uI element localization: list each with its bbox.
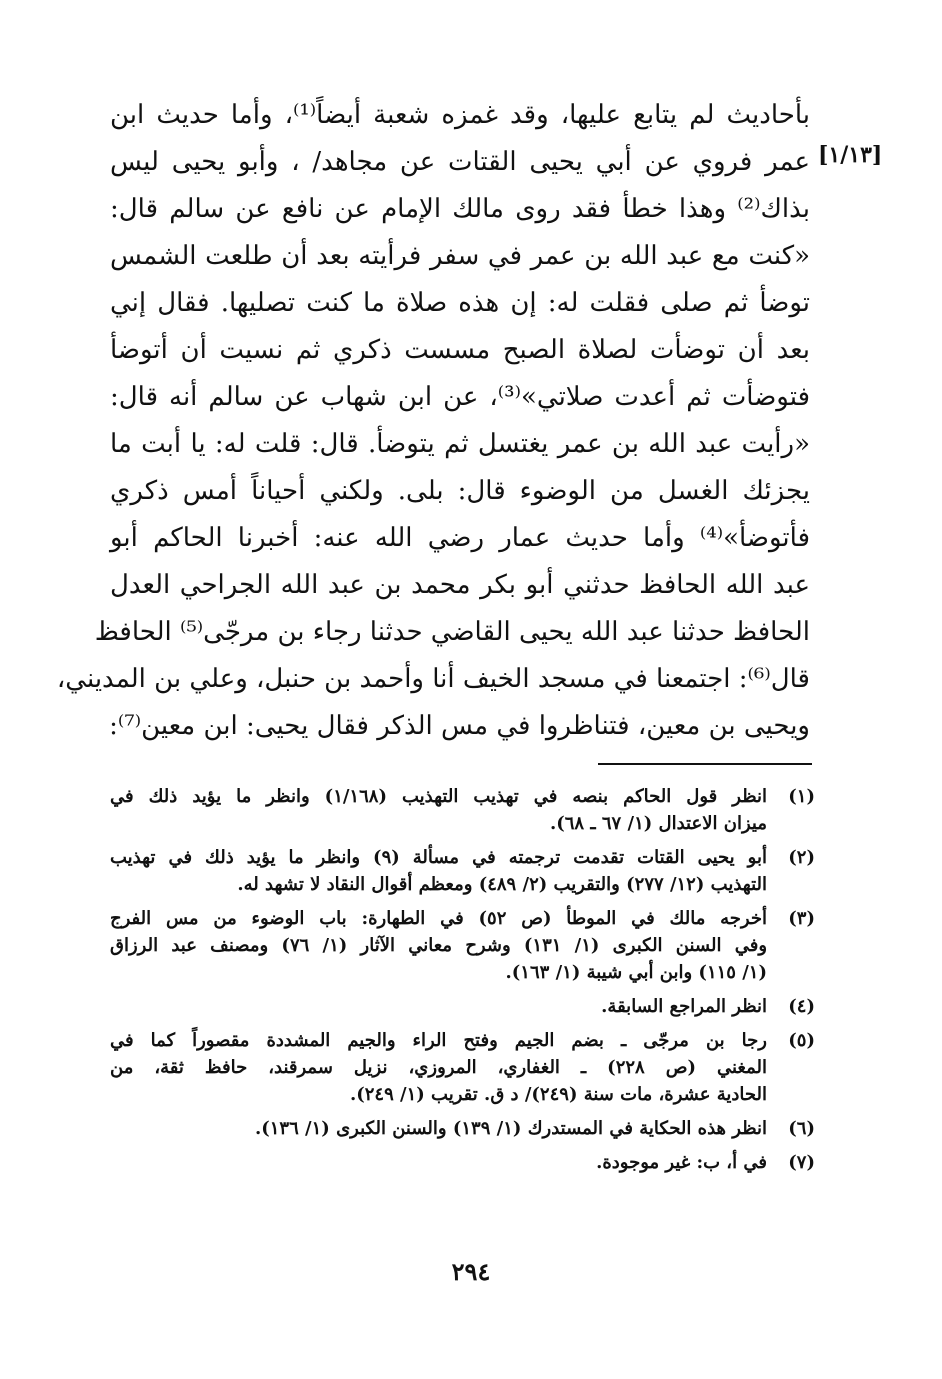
footnote-4 [110, 993, 815, 1020]
body-line: يجزئك الغسل من الوضوء قال: بلى. ولكني أحياناً أمس ذكري [110, 476, 810, 506]
body-line: بأحاديث لم يتابع عليها، وقد غمزه شعبة أيضاً⁽¹⁾، وأما حديث ابن [110, 100, 811, 130]
footnote-number: (٢) [788, 847, 815, 868]
body-line: «كنت مع عبد الله بن عمر في سفر فرأيته بعد أن طلعت الشمس [110, 241, 810, 271]
footnote-line: التهذيب (١٢/ ٢٧٧) والتقريب (٢/ ٤٨٩) ومعظم أقوال النقاد لا تشهد له. [237, 874, 767, 895]
folio-margin-note: [١/١٣] [818, 142, 883, 168]
body-line: توضأ ثم صلى فقلت له: إن هذه صلاة ما كنت تصليها. فقال إني [110, 288, 810, 318]
body-line: قال⁽⁶⁾: اجتمعنا في مسجد الخيف أنا وأحمد بن حنبل، وعلي بن المديني، [56, 664, 810, 694]
footnote-6 [110, 1115, 815, 1142]
footnote-line: ميزان الاعتدال (١/ ٦٧ ـ ٦٨). [549, 813, 767, 834]
footnote-5 [110, 1027, 815, 1108]
body-line: بعد أن توضأت لصلاة الصبح مسست ذكري ثم نسيت أن أتوضأ [110, 335, 810, 365]
footnote-number: (٥) [788, 1030, 815, 1051]
footnote-line: المغني (ص ٢٢٨) ـ الغفاري، المروزي، نزيل سمرقند، حافظ ثقة، من [110, 1057, 767, 1078]
body-line: ويحيى بن معين، فتناظروا في مس الذكر فقال يحيى: ابن معين⁽⁷⁾: [109, 711, 810, 741]
footnote-line: في أ، ب: غير موجودة. [596, 1152, 767, 1173]
footnote-line: انظر هذه الحكاية في المستدرك (١/ ١٣٩) والسنن الكبرى (١/ ١٣٦). [254, 1118, 767, 1139]
footnote-line: (١/ ١١٥) وابن أبي شيبة (١/ ١٦٣). [505, 962, 767, 983]
body-text [56, 92, 811, 750]
body-line: بذاك⁽²⁾ وهذا خطأ فقد روى مالك الإمام عن نافع عن سالم قال: [110, 194, 810, 224]
footnote-number: (٤) [788, 996, 815, 1017]
footnote-number: (٧) [788, 1152, 815, 1173]
page-number: ٢٩٤ [451, 1257, 491, 1286]
footnote-line: أخرجه مالك في الموطأ (ص ٥٢) في الطهارة: باب الوضوء من مس الفرج [110, 908, 767, 929]
footnote-line: انظر قول الحاكم بنصه في تهذيب التهذيب (١/١٦٨) وانظر ما يؤيد ذلك في [110, 786, 768, 807]
footnote-line: الحادية عشرة، مات سنة (٢٤٩)/ د ق. تقريب (١/ ٢٤٩). [349, 1084, 767, 1105]
footnote-number: (١) [788, 786, 815, 807]
footnote-line: انظر المراجع السابقة. [601, 996, 767, 1017]
footnote-2 [110, 844, 815, 898]
body-line: فتوضأت ثم أعدت صلاتي»⁽³⁾، عن ابن شهاب عن سالم أنه قال: [110, 382, 810, 412]
body-line: فأتوضأ»⁽⁴⁾ وأما حديث عمار رضي الله عنه: أخبرنا الحاكم أبو [110, 523, 810, 553]
body-line: «رأيت عبد الله بن عمر يغتسل ثم يتوضأ. قال: قلت له: يا أبت ما [110, 429, 810, 459]
body-line: الحافظ حدثنا عبد الله يحيى القاضي حدثنا رجاء بن مرجّى⁽⁵⁾ الحافظ [94, 617, 810, 647]
footnote-3 [110, 905, 815, 986]
footnote-divider [598, 763, 812, 765]
footnote-number: (٦) [788, 1118, 815, 1139]
body-line: عبد الله الحافظ حدثني أبو بكر محمد بن عبد الله الجراحي العدل [110, 570, 810, 600]
footnote-number: (٣) [788, 908, 815, 929]
footnote-1 [110, 783, 815, 837]
footnote-line: رجا بن مرجّى ـ بضم الجيم وفتح الراء والجيم المشددة مقصوراً كما في [110, 1030, 767, 1051]
footnote-7 [110, 1149, 815, 1176]
footnote-line: وفي السنن الكبرى (١/ ١٣١) وشرح معاني الآثار (١/ ٧٦) ومصنف عبد الرزاق [110, 935, 768, 956]
body-line: عمر فروي عن أبي يحيى القتات عن مجاهد/ ، وأبو يحيى ليس [110, 147, 810, 177]
footnotes [110, 783, 815, 1183]
footnote-line: أبو يحيى القتات تقدمت ترجمته في مسألة (٩) وانظر ما يؤيد ذلك في تهذيب [110, 847, 767, 868]
